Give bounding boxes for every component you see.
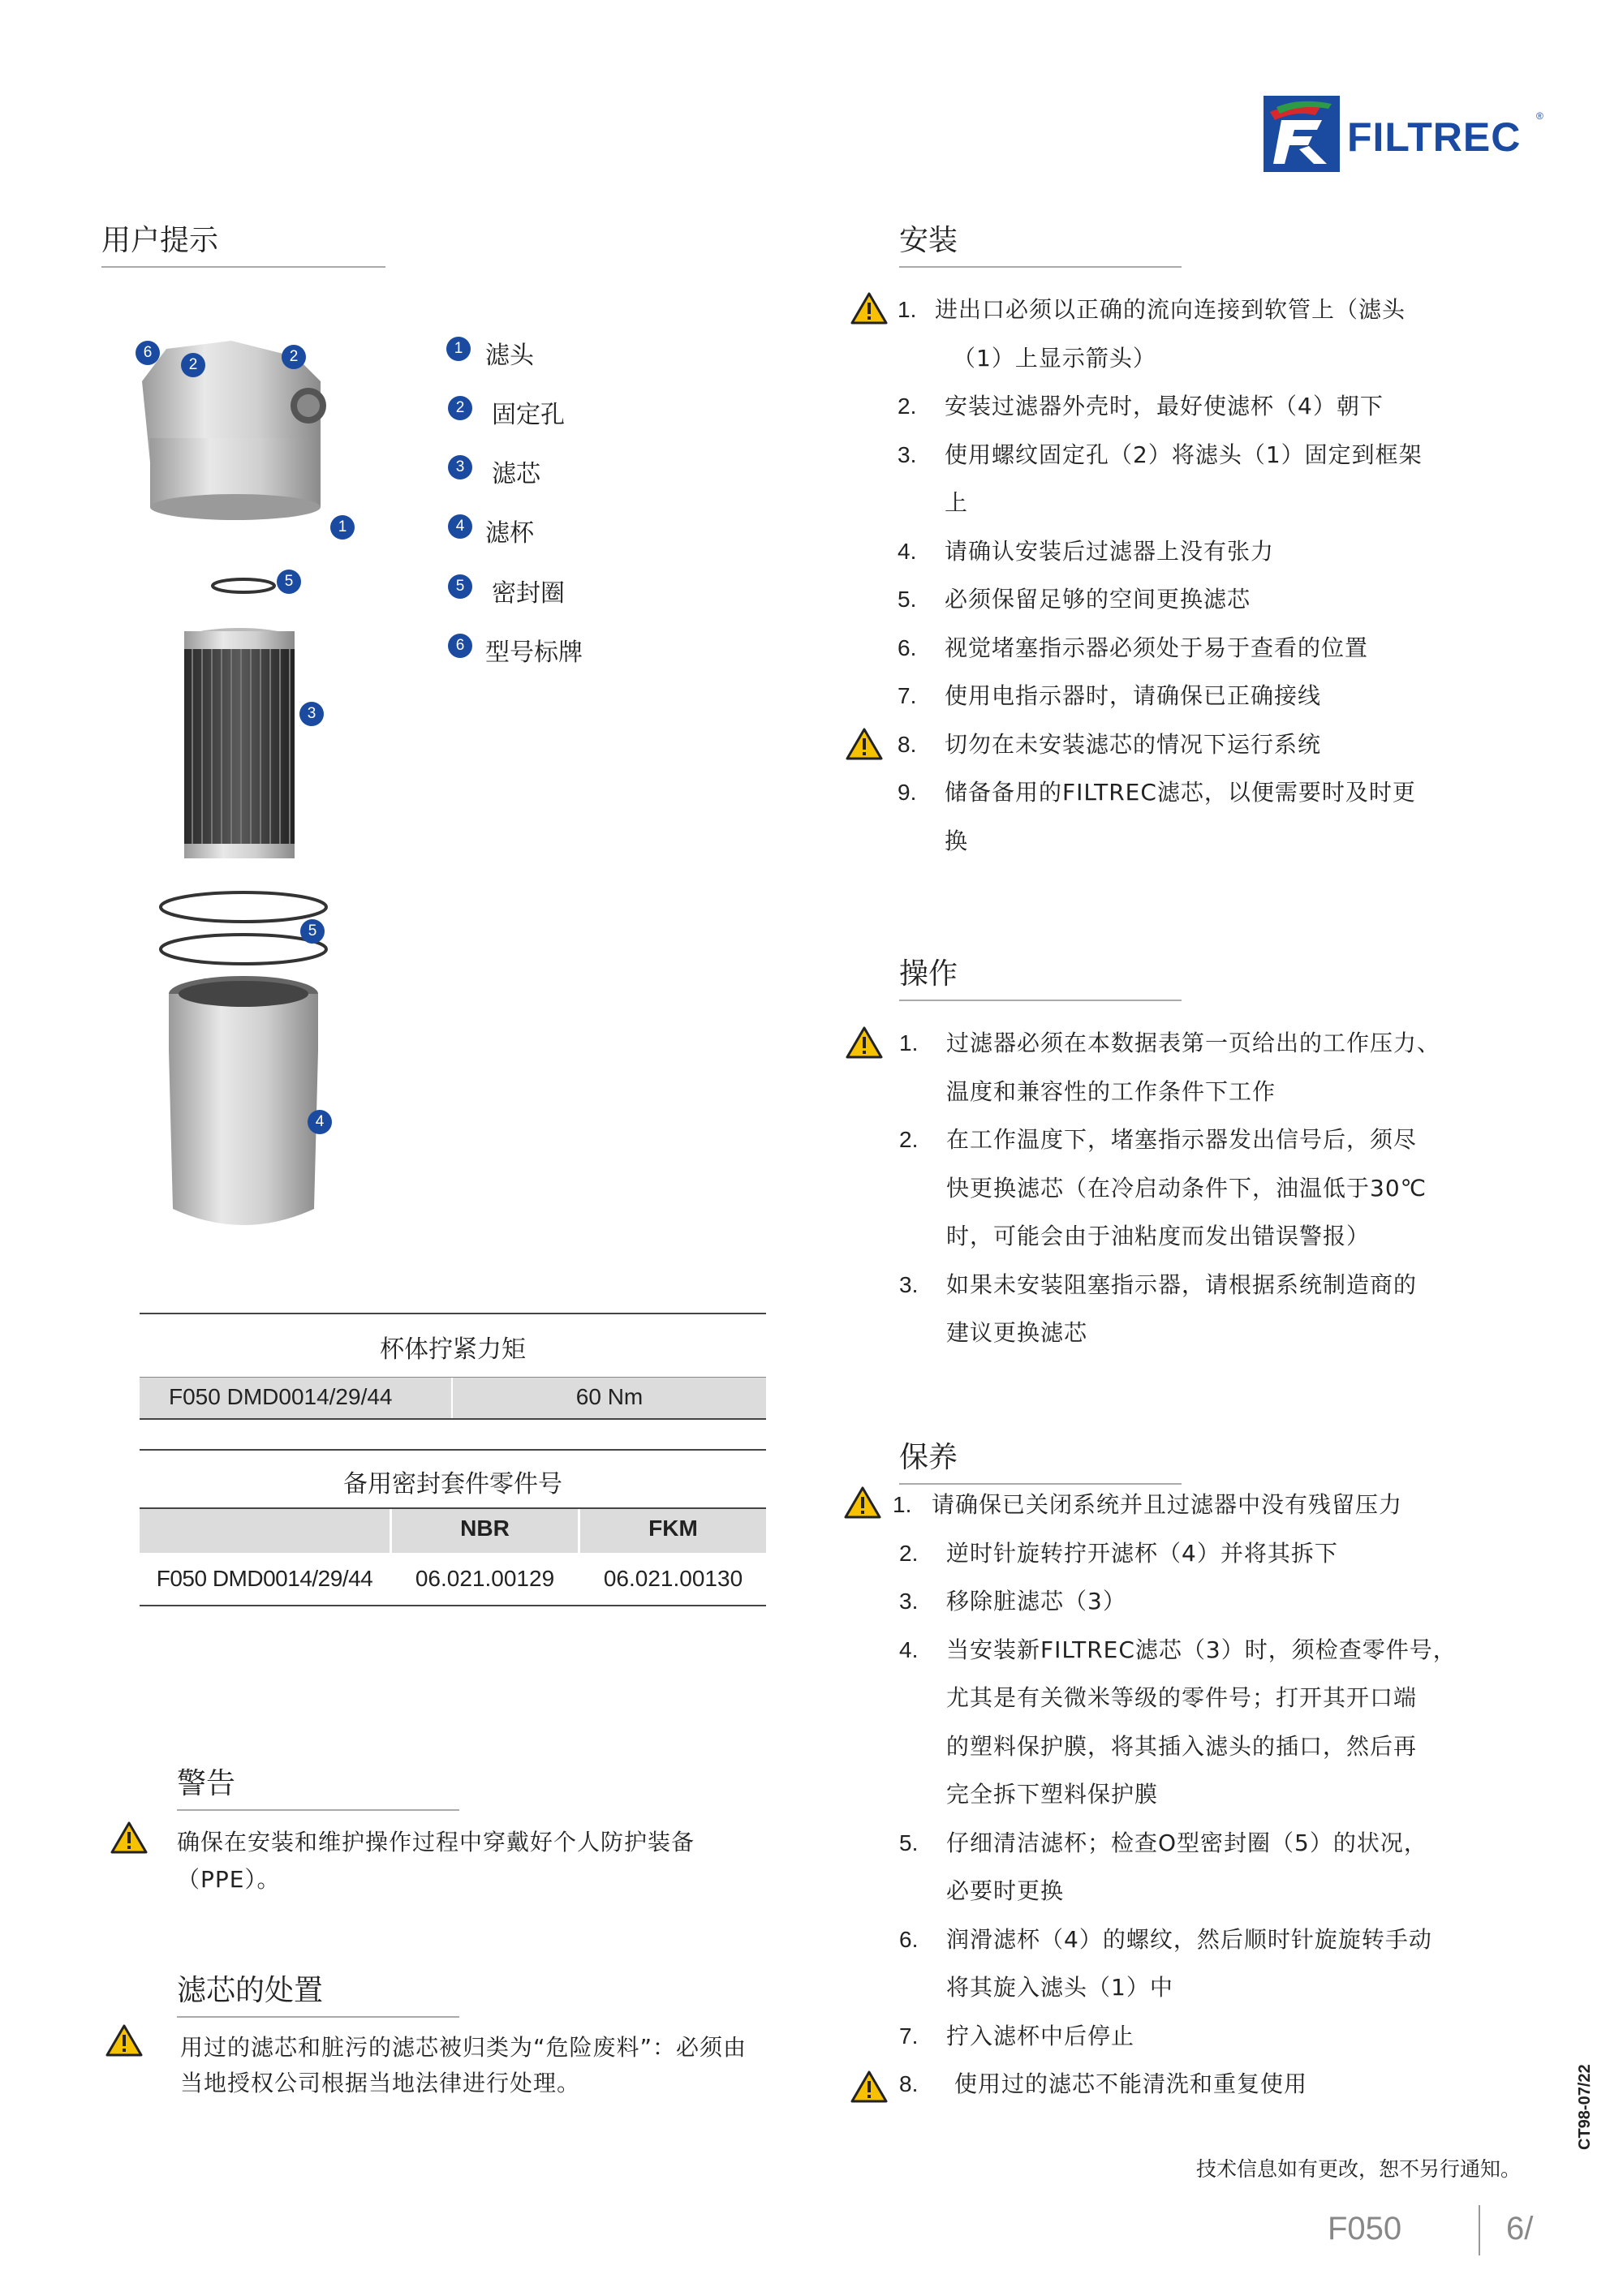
list-item-number: 4.	[898, 538, 917, 564]
callout-badge: 1	[330, 515, 355, 540]
callout-badge: 5	[300, 919, 325, 944]
list-item-text: 移除脏滤芯（3）	[946, 1588, 1126, 1615]
seal-nbr-part: 06.021.00129	[415, 1566, 555, 1591]
list-item-text: 完全拆下塑料保护膜	[946, 1781, 1159, 1808]
list-item-text: 建议更换滤芯	[946, 1319, 1088, 1346]
list-item-text: 进出口必须以正确的流向连接到软管上（滤头	[935, 296, 1406, 323]
table-rule	[140, 1377, 766, 1378]
filtrec-logo	[1264, 96, 1543, 177]
list-item-text: 换	[945, 827, 969, 854]
legend-badge: 3	[448, 455, 472, 479]
list-item-number: 6.	[899, 1926, 919, 1952]
list-item-number: 5.	[898, 587, 917, 612]
warning-icon	[846, 1026, 883, 1059]
footer-note: 技术信息如有更改，恕不另行通知。	[1196, 2157, 1522, 2181]
list-item-number: 7.	[899, 2023, 919, 2049]
legend-badge: 5	[448, 574, 472, 599]
warning-icon	[850, 2070, 888, 2103]
operation-heading: 操作	[899, 957, 958, 991]
list-item-text: 使用过的滤芯不能清洗和重复使用	[954, 2070, 1308, 2097]
list-item-text: 必要时更换	[946, 1877, 1065, 1904]
legend-label: 滤杯	[485, 519, 534, 548]
doc-code: CT98-07/22	[1576, 2064, 1594, 2150]
seal-table-title: 备用密封套件零件号	[343, 1470, 562, 1498]
logo-text: FILTREC	[1347, 114, 1522, 160]
warning-icon	[105, 2024, 143, 2057]
list-item-text: 拧入滤杯中后停止	[946, 2022, 1135, 2049]
list-item-text: 安装过滤器外壳时，最好使滤杯（4）朝下	[945, 393, 1384, 419]
list-item-text: 仔细清洁滤杯；检查O型密封圈（5）的状况，	[946, 1829, 1427, 1856]
legend-label: 滤头	[485, 342, 534, 370]
list-item-number: 1.	[898, 297, 917, 322]
torque-model: F050 DMD0014/29/44	[169, 1384, 393, 1409]
legend-label: 滤芯	[492, 460, 540, 488]
warning-heading: 警告	[177, 1767, 236, 1800]
table-rule	[140, 1605, 766, 1606]
disposal-heading: 滤芯的处置	[177, 1974, 324, 2007]
list-item-text: （1）上显示箭头）	[953, 344, 1156, 372]
warning-text: 确保在安装和维护操作过程中穿戴好个人防护装备（PPE）。	[177, 1829, 695, 1893]
seal-header-fkm: FKM	[648, 1516, 698, 1541]
list-item-text: 上	[945, 489, 969, 516]
warning-icon	[844, 1486, 881, 1519]
seal-fkm-part: 06.021.00130	[603, 1566, 743, 1591]
list-item-number: 9.	[898, 780, 917, 805]
torque-table-title: 杯体拧紧力矩	[380, 1335, 526, 1364]
legend-label: 型号标牌	[485, 638, 583, 667]
list-item-text: 必须保留足够的空间更换滤芯	[945, 586, 1251, 613]
list-item-number: 2.	[898, 393, 917, 419]
install-heading: 安装	[899, 224, 958, 257]
legend-badge: 1	[446, 337, 471, 361]
list-item-text: 如果未安装阻塞指示器，请根据系统制造商的	[946, 1271, 1418, 1298]
list-item-text: 请确认安装后过滤器上没有张力	[945, 537, 1275, 565]
filter-exploded-diagram	[134, 333, 353, 1249]
list-item-number: 2.	[899, 1540, 919, 1566]
legend-badge: 2	[448, 396, 472, 420]
list-item-text: 储备备用的FILTREC滤芯，以便需要时及时更	[945, 779, 1416, 806]
seal-model: F050 DMD0014/29/44	[156, 1566, 373, 1591]
legend-label: 固定孔	[492, 401, 565, 429]
operation-rule	[899, 1000, 1182, 1001]
legend-label: 密封圈	[492, 579, 565, 608]
list-item-text: 的塑料保护膜，将其插入滤头的插口，然后再	[946, 1732, 1418, 1760]
list-item-text: 使用电指示器时，请确保已正确接线	[945, 682, 1322, 709]
list-item-text: 时，可能会由于油粘度而发出错误警报）	[946, 1223, 1371, 1249]
list-item-text: 过滤器必须在本数据表第一页给出的工作压力、	[946, 1030, 1441, 1056]
list-item-text: 快更换滤芯（在冷启动条件下，油温低于30℃	[946, 1174, 1427, 1202]
list-item-number: 4.	[899, 1636, 919, 1662]
warning-icon	[850, 292, 888, 325]
callout-badge: 5	[277, 570, 301, 594]
warning-icon	[846, 728, 883, 760]
list-item-number: 3.	[898, 441, 917, 467]
list-item-text: 视觉堵塞指示器必须处于易于查看的位置	[945, 634, 1369, 661]
list-item-text: 尤其是有关微米等级的零件号；打开其开口端	[946, 1684, 1418, 1711]
warning-icon	[110, 1821, 148, 1854]
table-rule	[140, 1449, 766, 1451]
user-tips-heading: 用户提示	[101, 224, 219, 257]
list-item-text: 逆时针旋转拧开滤杯（4）并将其拆下	[946, 1539, 1338, 1567]
list-item-text: 使用螺纹固定孔（2）将滤头（1）固定到框架	[945, 441, 1423, 468]
callout-badge: 6	[136, 341, 160, 365]
list-item-text: 当安装新FILTREC滤芯（3）时，须检查零件号，	[946, 1636, 1457, 1663]
legend-badge: 6	[448, 634, 472, 658]
list-item-text: 温度和兼容性的工作条件下工作	[946, 1077, 1276, 1105]
footer-divider	[1479, 2205, 1480, 2255]
callout-badge: 3	[299, 702, 324, 726]
list-item-number: 5.	[899, 1829, 919, 1855]
logo-mark-icon	[1264, 96, 1340, 172]
disposal-text: 用过的滤芯和脏污的滤芯被归类为“危险废料”：必须由当地授权公司根据当地法律进行处理。	[180, 2034, 747, 2096]
footer-model: F050	[1328, 2211, 1402, 2247]
seal-header-nbr: NBR	[460, 1516, 510, 1541]
list-item-number: 8.	[898, 731, 917, 757]
callout-badge: 2	[181, 353, 205, 377]
callout-badge: 4	[308, 1110, 332, 1134]
list-item-number: 7.	[898, 683, 917, 708]
list-item-text: 润滑滤杯（4）的螺纹，然后顺时针旋旋转手动	[946, 1925, 1432, 1953]
torque-value: 60 Nm	[575, 1384, 644, 1409]
list-item-number: 3.	[899, 1271, 919, 1297]
maintenance-heading: 保养	[899, 1441, 958, 1474]
legend-badge: 4	[448, 514, 472, 539]
list-item-text: 请确保已关闭系统并且过滤器中没有残留压力	[932, 1491, 1403, 1518]
list-item-text: 切勿在未安装滤芯的情况下运行系统	[945, 730, 1322, 758]
callout-badge: 2	[282, 345, 306, 369]
list-item-number: 1.	[893, 1492, 912, 1517]
logo-registered-mark: ®	[1536, 110, 1543, 122]
list-item-number: 3.	[899, 1589, 919, 1614]
page-number: 6/	[1506, 2211, 1534, 2247]
disposal-rule	[177, 2016, 459, 2018]
list-item-number: 8.	[899, 2071, 919, 2096]
user-tips-rule	[101, 266, 385, 268]
install-rule	[899, 266, 1182, 268]
list-item-number: 2.	[899, 1127, 919, 1152]
warning-rule	[177, 1809, 459, 1811]
list-item-number: 6.	[898, 634, 917, 660]
table-rule	[140, 1313, 766, 1314]
table-rule	[140, 1418, 766, 1420]
list-item-text: 将其旋入滤头（1）中	[946, 1974, 1173, 2001]
list-item-text: 在工作温度下，堵塞指示器发出信号后，须尽	[946, 1126, 1418, 1153]
list-item-number: 1.	[899, 1030, 919, 1056]
